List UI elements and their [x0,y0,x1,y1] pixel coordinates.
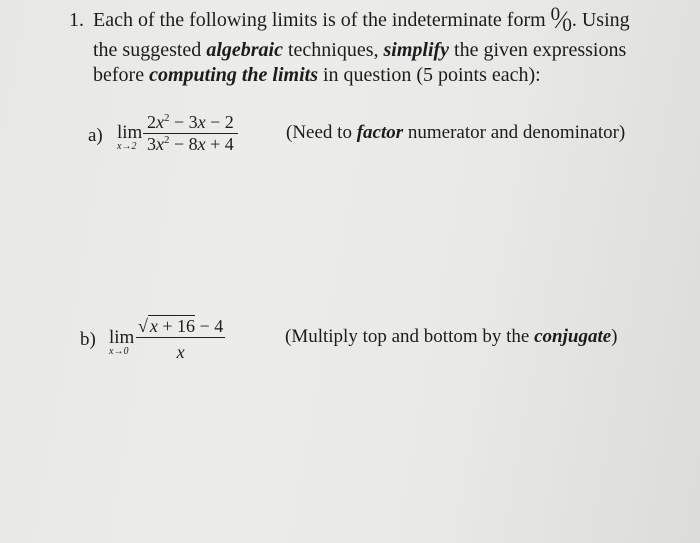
numerator: $2x^2 - 3x - 2$ [147,112,234,132]
problem-line-3 [93,63,541,87]
limit-subscript: x→0 [109,346,129,357]
part-b-hint [285,325,618,349]
part-a-fraction [143,112,238,155]
part-a-limit [117,122,142,152]
part-b-limit [109,327,134,357]
line2-emphasis-algebraic: algebraic [206,39,283,61]
limit-subscript: x→2 [117,141,137,152]
line2-text-a: the suggested [93,39,202,61]
problem-line-2 [93,38,626,62]
line2-text-e: the given expressions [454,39,627,61]
denominator: $3x^2 - 8x + 4$ [147,134,234,155]
lim-operator: lim [109,327,135,348]
hint-b-text: (Multiply top and bottom by the [285,326,530,347]
numerator: √ x + 16 − 4 [138,316,224,336]
line2-emphasis-simplify: simplify [383,39,450,61]
indeterminate-form: 0 ⁄ 0 [550,4,572,36]
part-b-fraction [136,316,225,363]
lim-operator: lim [117,122,143,143]
form-denominator: 0 [562,15,572,36]
denominator: x [176,342,185,363]
part-a-label: a) [88,125,103,146]
square-root: √ x + 16 [138,316,196,336]
hint-b-emphasis: conjugate [534,326,612,347]
line2-text-c: techniques, [287,39,379,61]
problem-line-1 [93,4,630,36]
problem-line-1-text: Each of the following limits is of the indeterminate form [93,9,546,31]
part-b-label: b) [80,329,96,350]
hint-a-emphasis: factor [356,122,404,143]
line3-text-a: before [93,64,145,86]
hint-a-text: (Need to [286,122,352,143]
hint-b-text-end: ) [611,326,618,347]
hint-a-text-end: numerator and denominator) [407,122,626,143]
form-numerator: 0 [550,4,561,25]
line3-text-c: in question (5 points each): [323,64,541,86]
part-a-hint [286,121,625,145]
fraction-bar [136,337,225,338]
problem-line-1-end: . Using [571,9,630,31]
problem-number: 1. [69,9,84,31]
line3-emphasis-computing: computing the limits [149,64,318,86]
